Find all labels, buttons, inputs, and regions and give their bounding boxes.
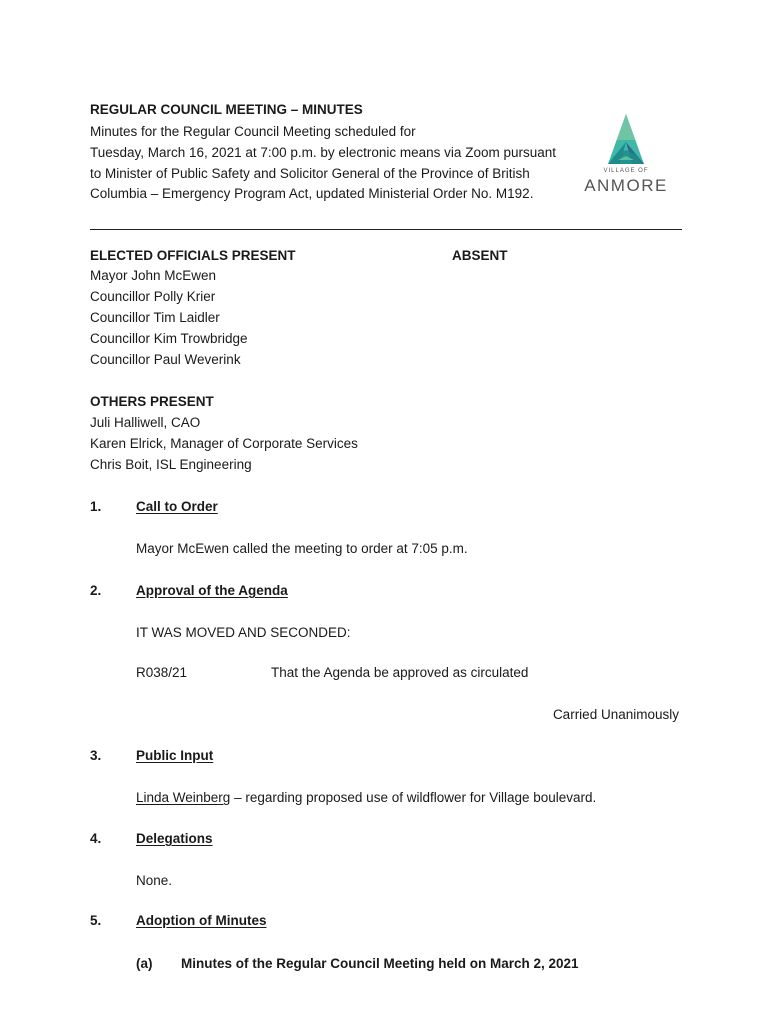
header-divider — [90, 229, 682, 230]
delegations-text: None. — [136, 873, 173, 888]
section-number: 4. — [90, 831, 102, 846]
section-number: 3. — [90, 748, 102, 763]
section-title-public-input: Public Input — [136, 748, 214, 763]
section-title-call-to-order: Call to Order — [136, 499, 218, 514]
section-title-adoption-minutes: Adoption of Minutes — [136, 913, 267, 928]
intro-line-2: Tuesday, March 16, 2021 at 7:00 p.m. by electronic means via Zoom pursuant — [90, 145, 556, 160]
logo-name: ANMORE — [584, 176, 668, 195]
elected-member: Councillor Paul Weverink — [90, 352, 241, 367]
public-input-line — [136, 787, 596, 808]
other-member: Karen Elrick, Manager of Corporate Services — [90, 436, 358, 451]
logo-top-text: VILLAGE OF — [603, 168, 649, 174]
elected-member: Mayor John McEwen — [90, 268, 217, 283]
subsection-title: Minutes of the Regular Council Meeting held on March 2, 2021 — [181, 956, 579, 971]
speaker-name: Linda Weinberg — [136, 790, 231, 805]
section-number: 5. — [90, 913, 102, 928]
other-member: Chris Boit, ISL Engineering — [90, 457, 252, 472]
other-member: Juli Halliwell, CAO — [90, 415, 201, 430]
intro-line-4: Columbia – Emergency Program Act, updated Ministerial Order No. M192. — [90, 186, 534, 201]
section-number: 2. — [90, 583, 102, 598]
subsection-letter: (a) — [136, 956, 153, 971]
intro-line-3: to Minister of Public Safety and Solicitor General of the Province of British — [90, 166, 530, 181]
elected-member: Councillor Kim Trowbridge — [90, 331, 248, 346]
elected-member: Councillor Polly Krier — [90, 289, 216, 304]
resolution-number: R038/21 — [136, 665, 188, 680]
moved-seconded-text: IT WAS MOVED AND SECONDED: — [136, 625, 351, 640]
intro-line-1: Minutes for the Regular Council Meeting scheduled for — [90, 124, 416, 139]
motion-result: Carried Unanimously — [552, 707, 679, 722]
resolution-text: That the Agenda be approved as circulated — [271, 665, 529, 680]
section-number: 1. — [90, 499, 102, 514]
document-title: REGULAR COUNCIL MEETING – MINUTES — [90, 102, 363, 117]
absent-heading: ABSENT — [452, 248, 508, 263]
village-of-anmore-logo — [584, 112, 668, 202]
call-to-order-text: Mayor McEwen called the meeting to order at 7:05 p.m. — [136, 541, 468, 556]
speaker-topic: – regarding proposed use of wildflower for Village boulevard. — [234, 790, 597, 805]
section-title-approval-agenda: Approval of the Agenda — [136, 583, 288, 598]
elected-member: Councillor Tim Laidler — [90, 310, 220, 325]
others-heading: OTHERS PRESENT — [90, 394, 214, 409]
section-title-delegations: Delegations — [136, 831, 213, 846]
elected-heading: ELECTED OFFICIALS PRESENT — [90, 248, 296, 263]
